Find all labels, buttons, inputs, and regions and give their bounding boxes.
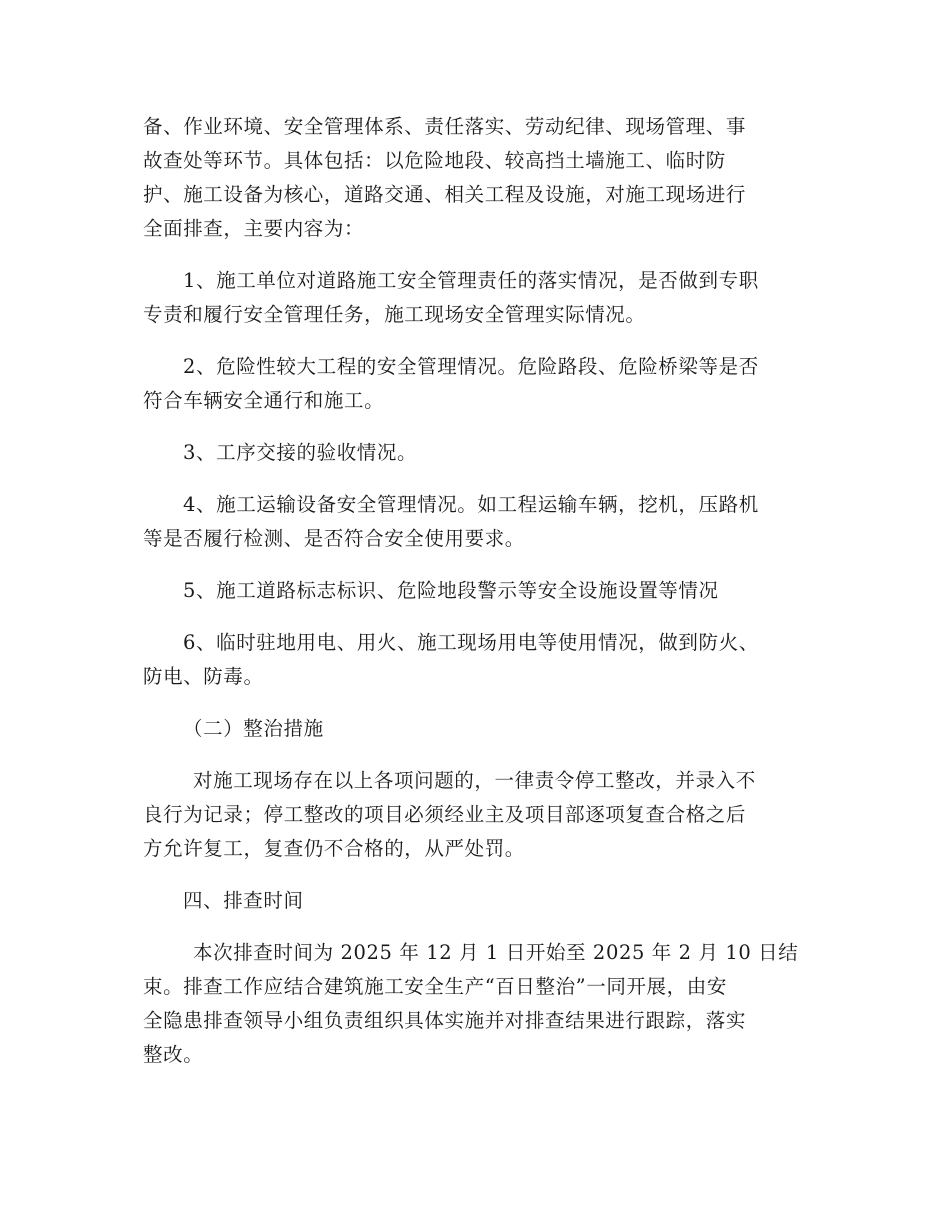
list-item-4-line: 等是否履行检测、是否符合安全使用要求。	[143, 527, 525, 550]
list-item-2-line: 符合车辆安全通行和施工。	[143, 389, 385, 412]
text-line: 备、作业环境、安全管理体系、责任落实、劳动纪律、现场管理、事	[143, 115, 747, 138]
text-line: 故查处等环节。具体包括：以危险地段、较高挡土墙施工、临时防	[143, 149, 726, 172]
paragraph-line: 束。排查工作应结合建筑施工安全生产“百日整治”一同开展，由安	[143, 975, 727, 998]
paragraph-line: 方允许复工，复查仍不合格的，从严处罚。	[143, 837, 525, 860]
section-heading: 四、排查时间	[183, 889, 304, 912]
paragraph-line: 良行为记录；停工整改的项目必须经业主及项目部逐项复查合格之后	[143, 803, 747, 826]
paragraph-line: 全隐患排查领导小组负责组织具体实施并对排查结果进行跟踪，落实	[143, 1009, 747, 1032]
list-item-6-line: 防电、防毒。	[143, 665, 264, 688]
text-line: 护、施工设备为核心，道路交通、相关工程及设施，对施工现场进行	[143, 183, 747, 206]
list-item-1-line: 专责和履行安全管理任务，施工现场安全管理实际情况。	[143, 303, 646, 326]
section-heading: （二）整治措施	[183, 717, 324, 740]
list-item-3-line: 3、工序交接的验收情况。	[183, 441, 418, 464]
list-item-4-line: 4、施工运输设备安全管理情况。如工程运输车辆，挖机，压路机	[183, 493, 759, 516]
paragraph-line: 整改。	[143, 1043, 204, 1066]
text-line: 全面排查，主要内容为：	[143, 217, 365, 240]
list-item-1-line: 1、施工单位对道路施工安全管理责任的落实情况，是否做到专职	[183, 269, 759, 292]
paragraph-line: 本次排查时间为 2025 年 12 月 1 日开始至 2025 年 2 月 10 日结	[193, 941, 799, 964]
paragraph-line: 对施工现场存在以上各项问题的，一律责令停工整改，并录入不	[193, 769, 756, 792]
list-item-5-line: 5、施工道路标志标识、危险地段警示等安全设施设置等情况	[183, 579, 719, 602]
list-item-2-line: 2、危险性较大工程的安全管理情况。危险路段、危险桥梁等是否	[183, 355, 759, 378]
list-item-6-line: 6、临时驻地用电、用火、施工现场用电等使用情况，做到防火、	[183, 631, 759, 654]
